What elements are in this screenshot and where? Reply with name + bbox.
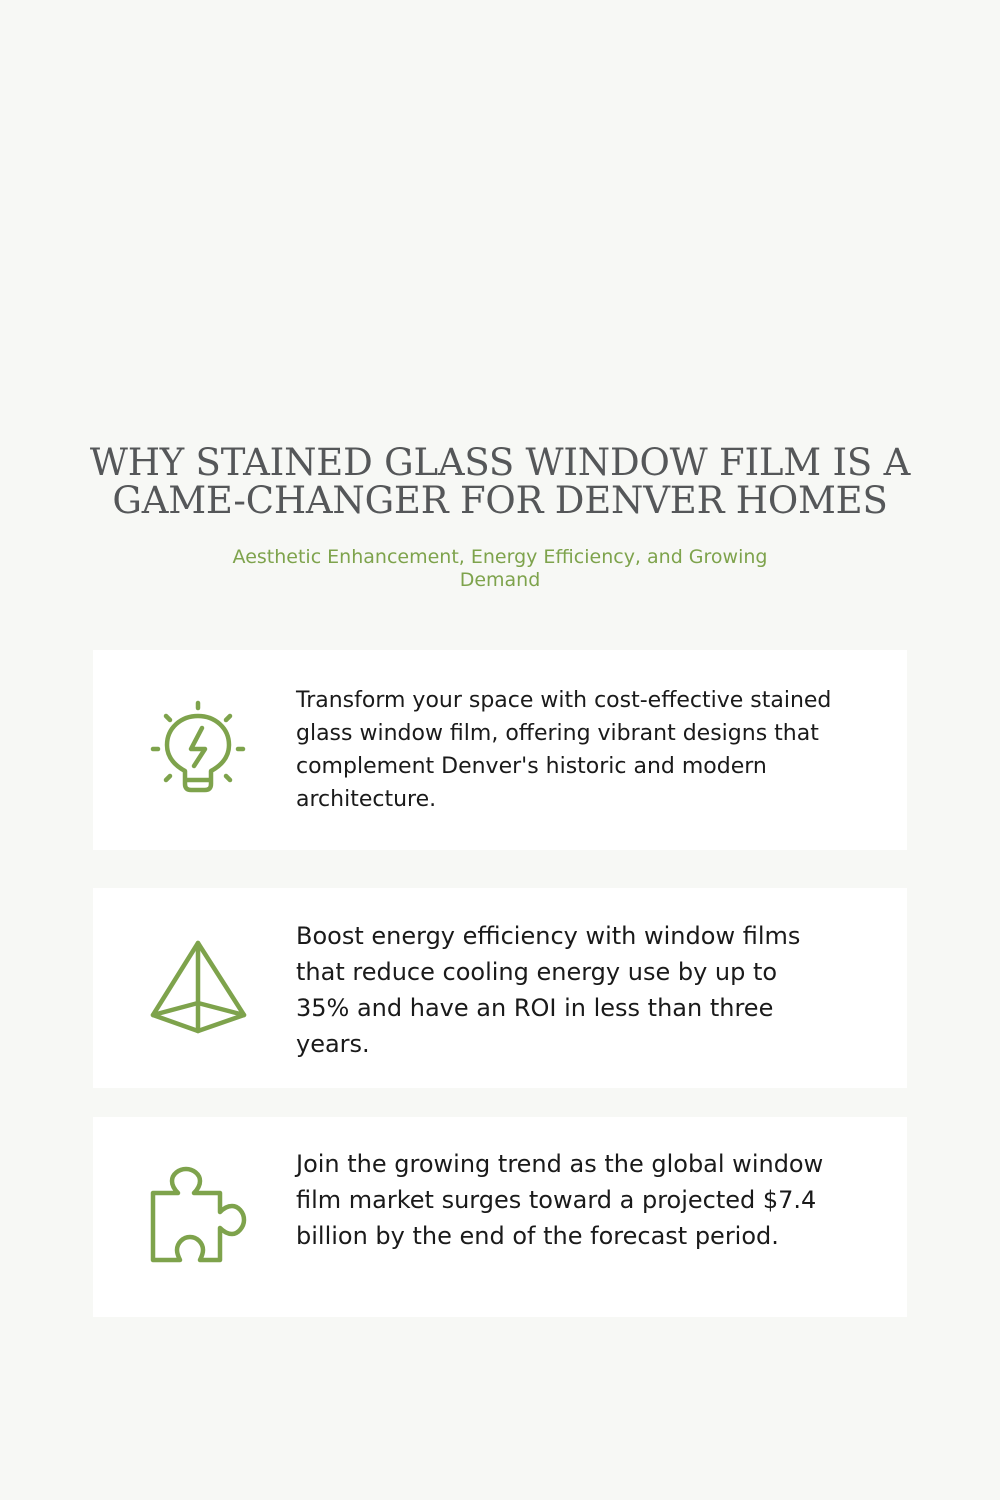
page-subtitle: Aesthetic Enhancement, Energy Efficiency, and Growing Demand [232, 546, 768, 591]
feature-card-text: Join the growing trend as the global window film market surges toward a projected $7.4 billion by the end of the forecast period. [296, 1150, 824, 1250]
feature-card-market [93, 1117, 907, 1317]
page-title: WHY STAINED GLASS WINDOW FILM IS A GAME-CHANGER FOR DENVER HOMES [89, 441, 911, 522]
feature-card-energy [93, 888, 907, 1088]
pyramid-icon [148, 936, 248, 1036]
feature-card-text: Boost energy efficiency with window films that reduce cooling energy use by up to 35% and have an ROI in less than three years. [296, 922, 801, 1058]
feature-card-text: Transform your space with cost-effective stained glass window film, offering vibrant designs that complement Denver's historic and modern architecture. [296, 688, 832, 812]
puzzle-piece-icon [148, 1165, 248, 1265]
feature-card-aesthetic [93, 650, 907, 850]
lightbulb-icon [148, 698, 248, 798]
